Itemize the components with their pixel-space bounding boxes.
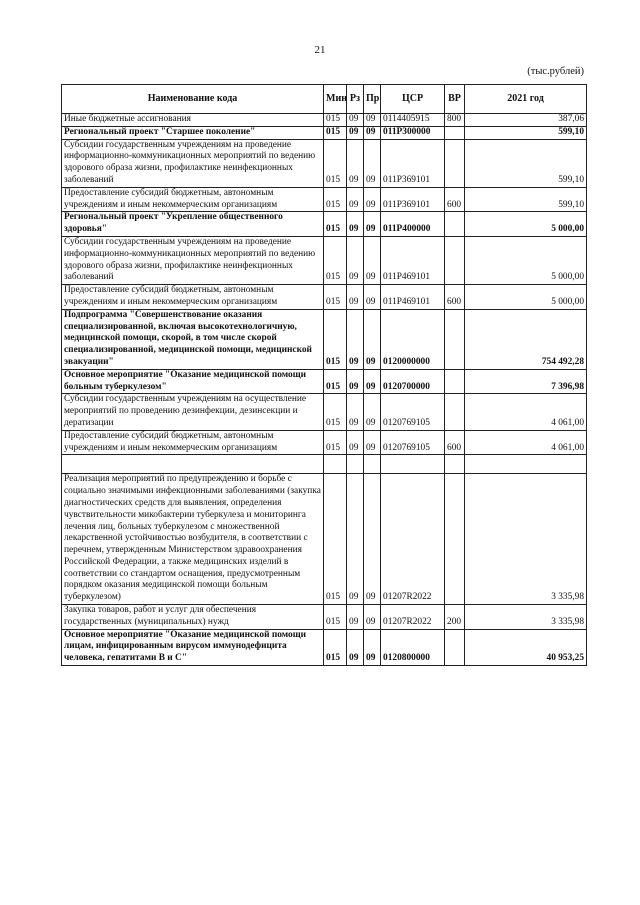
cell-rz: 09 <box>347 126 364 139</box>
cell-csr: 0120800000 <box>381 629 445 665</box>
cell-name: Основное мероприятие "Оказание медицинской помощи лицам, инфицированным вирусом иммунодефицита человека, гепатитами В и С" <box>62 629 324 665</box>
cell-min: 015 <box>324 309 347 369</box>
cell-name: Предоставление субсидий бюджетным, автономным учреждениям и иным некоммерческим организациям <box>62 187 324 212</box>
cell-rz: 09 <box>347 187 364 212</box>
spacer-cell <box>381 455 445 474</box>
units-label: (тыс.рублей) <box>527 66 584 77</box>
cell-amount: 4 061,00 <box>465 394 587 430</box>
cell-min: 015 <box>324 285 347 310</box>
spacer-cell <box>445 455 465 474</box>
cell-vr: 600 <box>445 285 465 310</box>
budget-table <box>61 84 587 666</box>
header-csr: ЦСР <box>381 85 445 114</box>
cell-name: Предоставление субсидий бюджетным, автономным учреждениям и иным некоммерческим организациям <box>62 285 324 310</box>
cell-amount: 5 000,00 <box>465 212 587 237</box>
cell-amount: 387,06 <box>465 114 587 127</box>
table-row <box>62 369 587 394</box>
cell-pr: 09 <box>364 187 381 212</box>
cell-rz: 09 <box>347 212 364 237</box>
table-row <box>62 285 587 310</box>
cell-csr: 0120000000 <box>381 309 445 369</box>
spacer-cell <box>62 455 324 474</box>
cell-csr: 011P300000 <box>381 126 445 139</box>
table-row <box>62 236 587 284</box>
table-row <box>62 114 587 127</box>
cell-csr: 011P369101 <box>381 139 445 187</box>
cell-rz: 09 <box>347 139 364 187</box>
cell-vr <box>445 394 465 430</box>
header-name: Наименование кода <box>62 85 324 114</box>
cell-min: 015 <box>324 430 347 455</box>
cell-pr: 09 <box>364 394 381 430</box>
cell-name: Субсидии государственным учреждениям на проведение информационно-коммуникационных мероприятий по ведению здорового образа жизни, профилактике неинфекционных заболеваний <box>62 236 324 284</box>
cell-vr <box>445 629 465 665</box>
cell-csr: 011P400000 <box>381 212 445 237</box>
cell-min: 015 <box>324 605 347 630</box>
cell-amount: 599,10 <box>465 187 587 212</box>
table-row <box>62 187 587 212</box>
page-number: 21 <box>314 44 326 56</box>
cell-vr <box>445 236 465 284</box>
table-row <box>62 474 587 605</box>
cell-amount: 7 396,98 <box>465 369 587 394</box>
cell-name: Закупка товаров, работ и услуг для обеспечения государственных (муниципальных) нужд <box>62 605 324 630</box>
table-row <box>62 629 587 665</box>
cell-rz: 09 <box>347 369 364 394</box>
cell-pr: 09 <box>364 212 381 237</box>
cell-pr: 09 <box>364 139 381 187</box>
cell-rz: 09 <box>347 430 364 455</box>
spacer-cell <box>465 455 587 474</box>
table-row <box>62 309 587 369</box>
cell-csr: 011P369101 <box>381 187 445 212</box>
header-pr: Пр <box>364 85 381 114</box>
cell-name: Региональный проект "Старшее поколение" <box>62 126 324 139</box>
header-min: Мин <box>324 85 347 114</box>
cell-amount: 5 000,00 <box>465 236 587 284</box>
header-rz: Рз <box>347 85 364 114</box>
cell-min: 015 <box>324 187 347 212</box>
cell-min: 015 <box>324 394 347 430</box>
cell-csr: 011P469101 <box>381 285 445 310</box>
cell-pr: 09 <box>364 605 381 630</box>
spacer-cell <box>364 455 381 474</box>
cell-rz: 09 <box>347 309 364 369</box>
cell-vr: 800 <box>445 114 465 127</box>
cell-vr <box>445 369 465 394</box>
cell-name: Подпрограмма "Совершенствование оказания специализированной, включая высокотехнологичную, медицинской помощи, скорой, в том числе скорой специализированной, медицинской помощи, медицинской эвакуации" <box>62 309 324 369</box>
table-header-row <box>62 85 587 114</box>
header-vr: ВР <box>445 85 465 114</box>
cell-min: 015 <box>324 369 347 394</box>
spacer-cell <box>347 455 364 474</box>
table-row <box>62 605 587 630</box>
cell-vr: 200 <box>445 605 465 630</box>
cell-amount: 40 953,25 <box>465 629 587 665</box>
cell-amount: 3 335,98 <box>465 474 587 605</box>
cell-vr <box>445 126 465 139</box>
cell-min: 015 <box>324 114 347 127</box>
cell-min: 015 <box>324 126 347 139</box>
cell-csr: 0114405915 <box>381 114 445 127</box>
cell-pr: 09 <box>364 285 381 310</box>
cell-name: Реализация мероприятий по предупреждению и борьбе с социально значимыми инфекционными заболеваниями (закупка диагностических средств для выявления, определения чувствительности микобактерии туберкулеза и мониторинга лечения лиц, больных туберкулезом с множественной лекарственной устойчивостью возбудителя, в соответствии с перечнем, утвержденным Министерством здравоохранения Российской Федерации, а также медицинских изделий в соответствии со стандартом оснащения, предусмотренным порядком оказания медицинской помощи больным туберкулезом) <box>62 474 324 605</box>
cell-vr <box>445 212 465 237</box>
cell-csr: 011P469101 <box>381 236 445 284</box>
table-row <box>62 212 587 237</box>
cell-pr: 09 <box>364 430 381 455</box>
cell-pr: 09 <box>364 126 381 139</box>
cell-rz: 09 <box>347 474 364 605</box>
cell-rz: 09 <box>347 605 364 630</box>
cell-vr <box>445 139 465 187</box>
spacer-cell <box>324 455 347 474</box>
cell-amount: 599,10 <box>465 126 587 139</box>
cell-name: Субсидии государственным учреждениям на осуществление мероприятий по проведению дезинфекции, дезинсекции и дератизации <box>62 394 324 430</box>
cell-csr: 0120769105 <box>381 430 445 455</box>
cell-min: 015 <box>324 212 347 237</box>
cell-rz: 09 <box>347 285 364 310</box>
cell-csr: 01207R2022 <box>381 605 445 630</box>
table-row <box>62 430 587 455</box>
table-row <box>62 139 587 187</box>
cell-min: 015 <box>324 236 347 284</box>
cell-pr: 09 <box>364 114 381 127</box>
cell-rz: 09 <box>347 629 364 665</box>
table-row-spacer <box>62 455 587 474</box>
cell-name: Региональный проект "Укрепление общественного здоровья" <box>62 212 324 237</box>
cell-pr: 09 <box>364 474 381 605</box>
cell-pr: 09 <box>364 369 381 394</box>
cell-amount: 3 335,98 <box>465 605 587 630</box>
cell-csr: 01207R2022 <box>381 474 445 605</box>
cell-rz: 09 <box>347 394 364 430</box>
cell-name: Иные бюджетные ассигнования <box>62 114 324 127</box>
cell-pr: 09 <box>364 236 381 284</box>
cell-csr: 0120769105 <box>381 394 445 430</box>
cell-vr <box>445 474 465 605</box>
cell-amount: 599,10 <box>465 139 587 187</box>
cell-name: Субсидии государственным учреждениям на проведение информационно-коммуникационных мероприятий по ведению здорового образа жизни, профилактике неинфекционных заболеваний <box>62 139 324 187</box>
cell-name: Основное мероприятие "Оказание медицинской помощи больным туберкулезом" <box>62 369 324 394</box>
table-row <box>62 394 587 430</box>
cell-vr: 600 <box>445 187 465 212</box>
cell-vr <box>445 309 465 369</box>
cell-csr: 0120700000 <box>381 369 445 394</box>
cell-min: 015 <box>324 474 347 605</box>
cell-amount: 4 061,00 <box>465 430 587 455</box>
header-year: 2021 год <box>465 85 587 114</box>
cell-amount: 5 000,00 <box>465 285 587 310</box>
cell-vr: 600 <box>445 430 465 455</box>
cell-name: Предоставление субсидий бюджетным, автономным учреждениям и иным некоммерческим организациям <box>62 430 324 455</box>
cell-pr: 09 <box>364 309 381 369</box>
cell-min: 015 <box>324 629 347 665</box>
table-row <box>62 126 587 139</box>
cell-rz: 09 <box>347 236 364 284</box>
cell-rz: 09 <box>347 114 364 127</box>
cell-pr: 09 <box>364 629 381 665</box>
cell-min: 015 <box>324 139 347 187</box>
cell-amount: 754 492,28 <box>465 309 587 369</box>
